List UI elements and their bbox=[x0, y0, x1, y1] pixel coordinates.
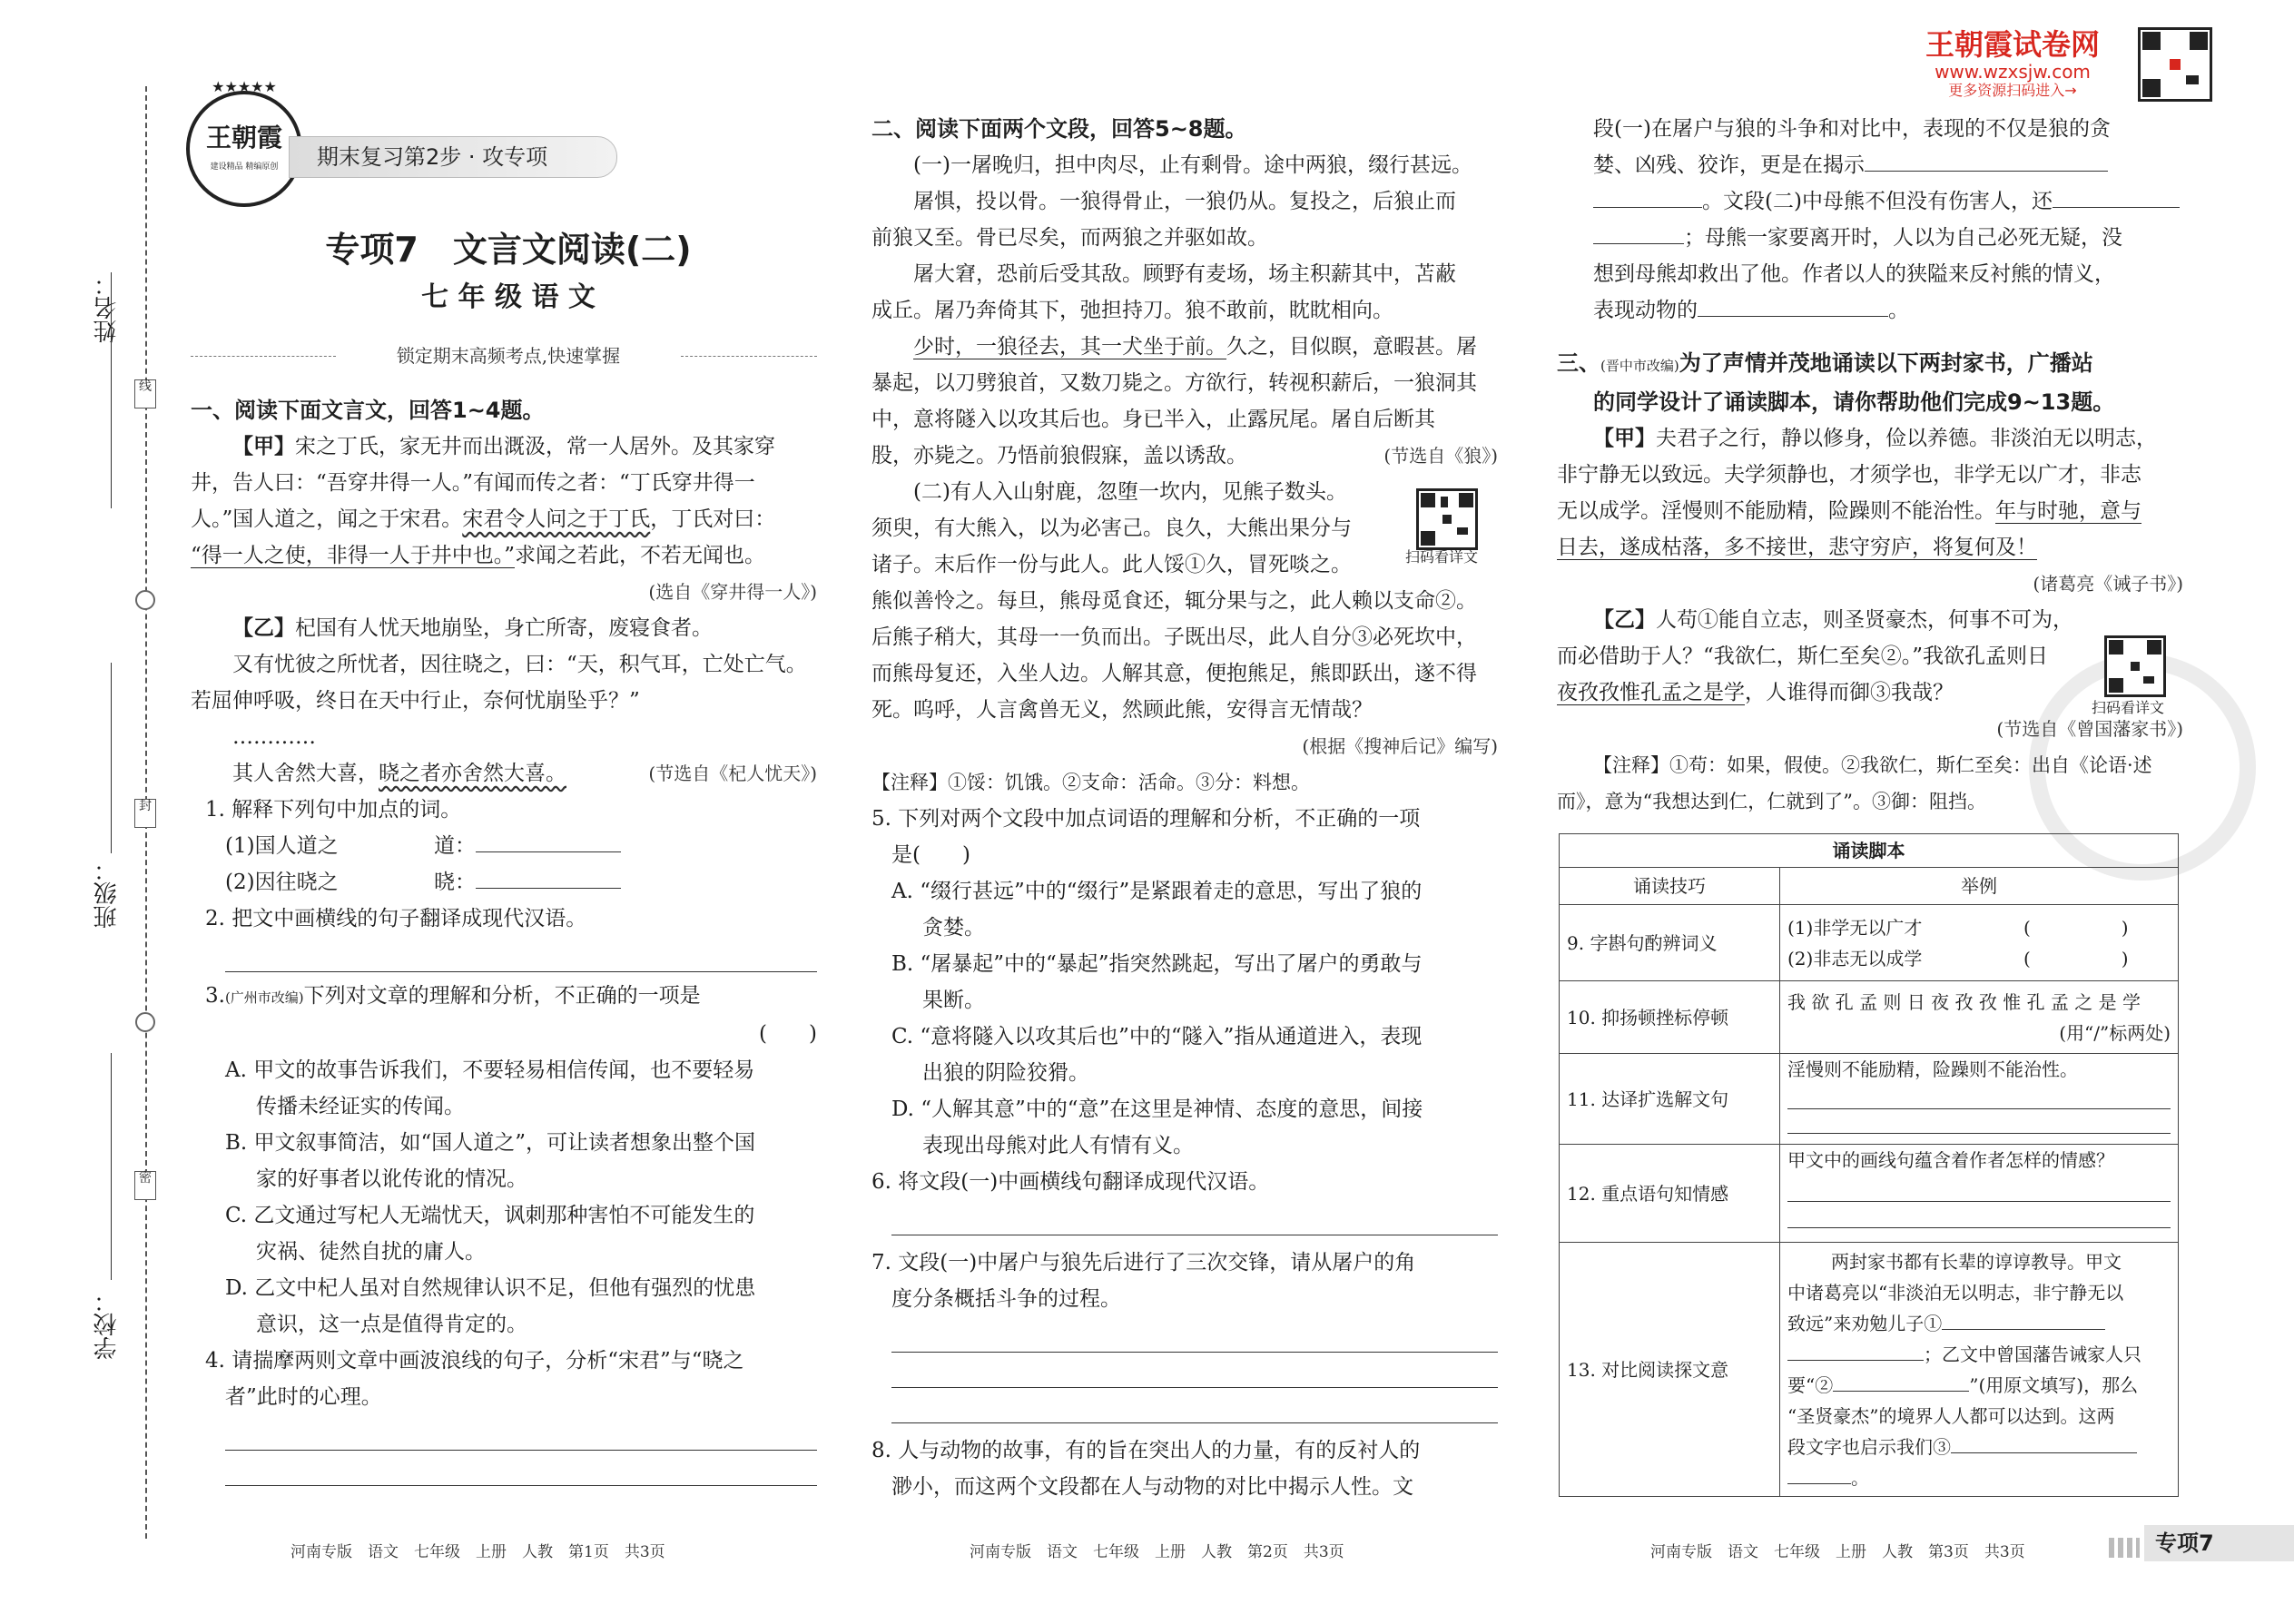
q7-answer-line-3[interactable] bbox=[891, 1388, 1498, 1423]
q3-option-c[interactable] bbox=[225, 1197, 817, 1270]
q3-option-c-line1: C. 乙文通过写杞人无端忧天，讽刺那种害怕不可能发生的 bbox=[225, 1204, 755, 1227]
q5-option-b-line1: B. “屠暴起”中的“暴起”指突然跳起，写出了屠户的勇敢与 bbox=[891, 952, 1423, 976]
row12-answer-line-1[interactable] bbox=[1787, 1176, 2171, 1202]
row13-blank-1[interactable] bbox=[1942, 1309, 2105, 1330]
yi-line-1: 杞国有人忧天地崩坠，身亡所寄，废寝食者。 bbox=[295, 616, 713, 640]
sec3-note-line1: 【注释】①苟：如果，假使。②我欲仁，斯仁至矣：出自《论语·述 bbox=[1593, 754, 2152, 776]
row13-blank-1-cont[interactable] bbox=[1787, 1340, 1924, 1361]
sec3-number: 三、 bbox=[1557, 350, 1600, 376]
sec2-heading: 二、阅读下面两个文段，回答5~8题。 bbox=[871, 116, 1247, 142]
q8-cont-line3: 段(一)在屠户与狼的斗争和对比中，表现的不仅是狼的贪 bbox=[1593, 117, 2111, 141]
school-field bbox=[89, 1289, 125, 1360]
q8-text-line2: 渺小，而这两个文段都在人与动物的对比中揭示人性。文 bbox=[891, 1475, 1413, 1499]
table-row bbox=[1560, 905, 2179, 981]
page-title: 专项7 文言文阅读(二) bbox=[325, 230, 692, 270]
q5-option-a-line1: A. “缀行甚远”中的“缀行”是紧跟着走的意思，写出了狼的 bbox=[891, 880, 1423, 903]
q3-option-b-line2: 家的好事者以讹传讹的情况。 bbox=[256, 1167, 527, 1191]
logo-stars-icon: ★★★★★ bbox=[212, 78, 277, 95]
q3-text: 下列对文章的理解和分析，不正确的一项是 bbox=[303, 984, 701, 1008]
q2-text: 2. 把文中画横线的句子翻译成现代汉语。 bbox=[205, 907, 587, 930]
sec3-yi-underlined: 夜孜孜惟孔孟之是学 bbox=[1557, 681, 1745, 704]
jia-line-3c: ，丁氏对曰： bbox=[650, 507, 776, 531]
brand-corner-name: 王朝霞试卷网 bbox=[1925, 27, 2100, 62]
sec3-source: (晋中市改编) bbox=[1600, 358, 1679, 374]
yi-ellipsis: ………… bbox=[232, 725, 316, 749]
table-header-technique: 诵读技巧 bbox=[1560, 868, 1780, 905]
notes-2: 【注释】①馁：饥饿。②支命：活命。③分：料想。 bbox=[871, 772, 1310, 793]
sec1-heading: 一、阅读下面文言文，回答1~4题。 bbox=[191, 398, 545, 423]
q5-text-line1: 5. 下列对两个文段中加点词语的理解和分析，不正确的一项 bbox=[871, 807, 1421, 831]
row11-answer-line-2[interactable] bbox=[1787, 1109, 2171, 1134]
q8-blank-3[interactable] bbox=[1698, 292, 1888, 317]
q3-option-b[interactable] bbox=[225, 1125, 817, 1197]
q3-source: (广州市改编) bbox=[224, 989, 304, 1006]
q1-2-answer-blank[interactable] bbox=[476, 864, 621, 889]
footer-page-1: 河南专版 语文 七年级 上册 人教 第1页 共3页 bbox=[290, 1543, 665, 1561]
yi-line-4a: 其人舍然大喜， bbox=[232, 762, 379, 785]
q3-option-d-line2: 意识，这一点是值得肯定的。 bbox=[256, 1313, 527, 1336]
q8-blank-1-cont[interactable] bbox=[1593, 183, 1702, 208]
table-row bbox=[1560, 1145, 2179, 1243]
p2-line-2: 须臾，有大熊入，以为必害己。良久，大熊出果分与 bbox=[871, 517, 1352, 540]
seal-mark-mid bbox=[134, 799, 156, 828]
q3-option-c-line2: 灾祸、徒然自扰的庸人。 bbox=[256, 1240, 486, 1264]
jia-underlined-sentence: “得一人之使，非得一人于井中也。” bbox=[191, 544, 516, 567]
q3-option-a-line1: A. 甲文的故事告诉我们，不要轻易相信传闻，也不要轻易 bbox=[225, 1058, 755, 1082]
q3-option-d[interactable] bbox=[225, 1270, 817, 1343]
p2-line-7: 死。呜呼，人言禽兽无义，然顾此熊，安得言无情哉？ bbox=[871, 698, 1373, 722]
p2-line-4: 熊似善怜之。每旦，熊母觅食还，辄分果与之，此人赖以支命②。 bbox=[871, 589, 1477, 613]
binding-hole-icon bbox=[135, 1012, 155, 1032]
column-1 bbox=[191, 392, 817, 1486]
tagline-right-rule bbox=[681, 356, 817, 357]
p1-line-6b: 久之，目似瞑，意暇甚。屠 bbox=[1226, 335, 1477, 359]
row13-technique: 13. 对比阅读探文意 bbox=[1560, 1243, 1780, 1497]
sec3-heading-line2: 的同学设计了诵读脚本，请你帮助他们完成9~13题。 bbox=[1593, 389, 2115, 415]
class-field bbox=[89, 858, 125, 929]
row9-answer-a[interactable]: ( ) bbox=[2023, 916, 2129, 939]
q1-2-text: (2)因往晓之 bbox=[225, 871, 339, 894]
row13-line1: 两封家书都有长辈的谆谆教导。甲文 bbox=[1831, 1250, 2122, 1273]
q7-answer-line-2[interactable] bbox=[891, 1353, 1498, 1388]
tagline-left-rule bbox=[191, 356, 336, 357]
row9-item-a: (1)非学无以广才 bbox=[1787, 916, 1923, 939]
row10-sentence[interactable]: 我 欲 孔 孟 则 日 夜 孜 孜 惟 孔 孟 之 是 学 bbox=[1787, 990, 2141, 1013]
row13-line5b: ”(用原文填写)，那么 bbox=[1969, 1373, 2139, 1396]
footer-page-3: 河南专版 语文 七年级 上册 人教 第3页 共3页 bbox=[1650, 1543, 2025, 1561]
q8-line8-end: 。 bbox=[1888, 299, 1909, 322]
q8-blank-1[interactable] bbox=[1865, 147, 2108, 172]
jia-line-1: 宋之丁氏，家无井而出溉汲，常一人居外。及其家穿 bbox=[295, 435, 775, 458]
q7-text-line2: 度分条概括斗争的过程。 bbox=[891, 1287, 1121, 1311]
q1-2-word: 晓： bbox=[434, 871, 476, 894]
binding-hole-icon bbox=[135, 590, 155, 610]
sec3-yi-tag: 【乙】 bbox=[1593, 607, 1656, 632]
q6-answer-line[interactable] bbox=[891, 1200, 1498, 1235]
q8-cont-line5: 。文段(二)中母熊不但没有伤害人，还 bbox=[1702, 190, 2053, 213]
recitation-script-table bbox=[1559, 833, 2179, 1497]
row10-instruction: (用“/”标两处) bbox=[2059, 1021, 2171, 1044]
row13-blank-3-cont[interactable] bbox=[1787, 1463, 1851, 1484]
yi-line-3: 若屈伸呼吸，终日在天中行止，奈何忧崩坠乎？” bbox=[191, 689, 640, 713]
table-caption: 诵读脚本 bbox=[1560, 834, 2179, 868]
logo-text: 王朝霞 bbox=[205, 123, 282, 153]
p2-source: (根据《搜神后记》编写) bbox=[1302, 735, 1498, 757]
yi-wavy-sentence: 晓之者亦舍然大喜。 bbox=[379, 762, 566, 785]
table-row bbox=[1560, 1243, 2179, 1497]
row10-technique: 10. 抑扬顿挫标停顿 bbox=[1560, 981, 1780, 1054]
row13-line5a: 要“② bbox=[1787, 1373, 1834, 1396]
school-label: 学校： bbox=[94, 1289, 121, 1360]
footer-decor-icon bbox=[2109, 1538, 2140, 1558]
qr-code-label: 扫码看详文 bbox=[1405, 548, 1479, 566]
name-label: 姓名： bbox=[94, 272, 121, 343]
q8-blank-2[interactable] bbox=[2053, 183, 2180, 208]
q7-text-line1: 7. 文段(一)中屠户与狼先后进行了三次交锋，请从屠户的角 bbox=[871, 1251, 1416, 1275]
q5-option-c-line2: 出狼的阴险狡猾。 bbox=[922, 1061, 1089, 1085]
q1-1-answer-blank[interactable] bbox=[476, 828, 621, 852]
seal-mark-top-text: 线 bbox=[139, 379, 152, 394]
row13-line6: “圣贤豪杰”的境界人人都可以达到。这两 bbox=[1787, 1404, 2115, 1427]
sec3-jia-line1: 夫君子之行，静以修身，俭以养德。非淡泊无以明志， bbox=[1656, 427, 2157, 450]
sec3-heading-line1: 为了声情并茂地诵读以下两封家书，广播站 bbox=[1679, 350, 2093, 376]
seal-mark-bottom-text: 密 bbox=[139, 1171, 152, 1186]
p1-line-2: 屠惧，投以骨。一狼得骨止，一狼仍从。复投之，后狼止而 bbox=[913, 190, 1456, 213]
p2-line-6: 而熊母复还，入坐人边。人解其意，便抱熊足，熊即跃出，遂不得 bbox=[871, 662, 1477, 685]
p1-source: (节选自《狼》) bbox=[1383, 445, 1498, 467]
q6-text: 6. 将文段(一)中画横线句翻译成现代汉语。 bbox=[871, 1170, 1270, 1194]
jia-line-2: 井，告人曰：“吾穿井得一人。”有闻而传之者：“丁氏穿井得一 bbox=[191, 471, 755, 495]
class-label: 班级： bbox=[94, 858, 121, 929]
sec3-jia-line2: 非宁静无以致远。夫学须静也，才须学也，非学无以广才，非志 bbox=[1557, 463, 2141, 487]
sec3-yi-source: (节选自《曾国藩家书》) bbox=[1996, 718, 2183, 740]
sec3-yi-line1: 人苟①能自立志，则圣贤豪杰，何事不可为， bbox=[1656, 608, 2073, 632]
seal-mark-bottom bbox=[134, 1171, 156, 1200]
p1-underlined-sentence: 少时，一狼径去，其一犬坐于前。 bbox=[913, 335, 1226, 359]
q2-answer-line[interactable] bbox=[225, 937, 817, 972]
row11-technique: 11. 达译扩选解文句 bbox=[1560, 1054, 1780, 1145]
brand-corner bbox=[1899, 27, 2126, 100]
q5-option-d-line1: D. “人解其意”中的“意”在这里是神情、态度的意思，间接 bbox=[891, 1097, 1423, 1121]
sec3-note-line2: 而》，意为“我想达到仁，仁就到了”。③御：阻挡。 bbox=[1557, 791, 1986, 812]
p1-line-9: 股，亦毙之。乃悟前狼假寐，盖以诱敌。 bbox=[871, 444, 1247, 468]
row13-line8: 。 bbox=[1851, 1466, 1869, 1489]
row12-question: 甲文中的画线句蕴含着作者怎样的情感？ bbox=[1787, 1149, 2114, 1171]
q4-answer-line-2[interactable] bbox=[225, 1451, 817, 1486]
seal-mark-mid-text: 封 bbox=[139, 799, 152, 813]
brand-qr-code-icon[interactable] bbox=[2138, 27, 2212, 102]
section-banner bbox=[289, 136, 617, 178]
jia-wavy-sentence: 宋君令人问之于丁氏 bbox=[462, 507, 651, 531]
banner-text: 期末复习第2步 · 攻专项 bbox=[317, 144, 548, 170]
p1-line-4: 屠大窘，恐前后受其敌。顾野有麦场，场主积薪其中，苫蔽 bbox=[913, 262, 1456, 286]
q3-option-a[interactable] bbox=[225, 1052, 817, 1125]
row13-line4: ；乙文中曾国藩告诫家人只 bbox=[1924, 1343, 2141, 1365]
sec3-jia-line3a: 无以成学。淫慢则不能励精，险躁则不能治性。 bbox=[1557, 499, 1995, 523]
row11-sentence: 淫慢则不能励精，险躁则不能治性。 bbox=[1787, 1058, 2078, 1080]
table-row bbox=[1560, 1054, 2179, 1145]
q3-option-b-line1: B. 甲文叙事简洁，如“国人道之”，可让读者想象出整个国 bbox=[225, 1131, 756, 1155]
p2-line-5: 后熊子稍大，其母一一负而出。子既出尽，此人自分③必死坎中， bbox=[871, 625, 1477, 649]
q4-text-line2: 者”此时的心理。 bbox=[225, 1385, 382, 1409]
row9-answer-b[interactable]: ( ) bbox=[2023, 947, 2129, 969]
row13-blank-3[interactable] bbox=[1951, 1432, 2137, 1453]
yi-source: (节选自《杞人忧天》) bbox=[648, 763, 817, 784]
p2-line-1: (二)有人入山射鹿，忽堕一坎内，见熊子数头。 bbox=[913, 480, 1347, 504]
q5-text-line2[interactable]: 是( ) bbox=[891, 843, 970, 867]
q8-cont-line7: 想到母熊却救出了他。作者以人的狭隘来反衬熊的情义， bbox=[1593, 262, 2115, 286]
column-3 bbox=[1557, 111, 2183, 820]
footer-page-2: 河南专版 语文 七年级 上册 人教 第2页 共3页 bbox=[970, 1543, 1344, 1561]
qr-code-label: 扫码看详文 bbox=[2092, 699, 2165, 716]
p1-line-7: 暴起，以刀劈狼首，又数刀毙之。方欲行，转视积薪后，一狼洞其 bbox=[871, 371, 1477, 395]
sec3-yi-line3b: ，人谁得而御③我哉？ bbox=[1745, 681, 1954, 704]
q5-option-c-line1: C. “意将隧入以攻其后也”中的“隧入”指从通道进入，表现 bbox=[891, 1025, 1423, 1048]
name-field bbox=[89, 272, 125, 343]
yi-line-2: 又有忧彼之所忧者，因往晓之，曰：“天，积气耳，亡处亡气。 bbox=[232, 653, 807, 676]
row12-answer-line-2[interactable] bbox=[1787, 1202, 2171, 1228]
sec3-yi-line2: 而必借助于人？“我欲仁，斯仁至矣②。”我欲孔孟则日 bbox=[1557, 645, 2049, 668]
q4-answer-line-1[interactable] bbox=[225, 1415, 817, 1451]
q5-option-a[interactable] bbox=[891, 873, 1498, 946]
sec3-jia-underlined-end: 日去，遂成枯落，多不接世，悲守穷庐，将复何及！ bbox=[1557, 536, 2037, 559]
q8-cont-line6: ；母熊一家要离开时，人以为自己必死无疑，没 bbox=[1684, 226, 2122, 250]
brand-corner-url: www.wzxsjw.com bbox=[1935, 61, 2091, 83]
q5-option-c[interactable] bbox=[891, 1019, 1498, 1091]
jia-source: (选自《穿井得一人》) bbox=[648, 581, 817, 603]
p1-line-3: 前狼又至。骨已尽矣，而两狼之并驱如故。 bbox=[871, 226, 1268, 250]
p1-line-8: 中，意将隧入以攻其后也。身已半入，止露尻尾。屠自后断其 bbox=[871, 408, 1435, 431]
q3-option-a-line2: 传播未经证实的传闻。 bbox=[256, 1095, 465, 1118]
q8-blank-2-cont[interactable] bbox=[1593, 220, 1684, 244]
table-row bbox=[1560, 981, 2179, 1054]
table-header-example: 举例 bbox=[1780, 868, 2179, 905]
row9-technique: 9. 字斟句酌辨词义 bbox=[1560, 905, 1780, 981]
p1-line-1: (一)一屠晚归，担中肉尽，止有剩骨。途中两狼，缀行甚远。 bbox=[913, 153, 1472, 177]
jia-tag: 【甲】 bbox=[232, 434, 295, 458]
row13-line2: 中诸葛亮以“非淡泊无以明志，非宁静无以 bbox=[1787, 1281, 2124, 1304]
q3-option-d-line1: D. 乙文中杞人虽对自然规律认识不足，但他有强烈的忧患 bbox=[225, 1276, 756, 1300]
class-blank bbox=[111, 663, 112, 853]
brand-logo bbox=[186, 78, 302, 207]
jia-line-3a: 人。”国人道之，闻之于宋君。 bbox=[191, 507, 463, 531]
section-tab: 专项7 bbox=[2144, 1525, 2294, 1561]
sec3-jia-source: (诸葛亮《诫子书》) bbox=[2033, 573, 2183, 595]
jia-line-4b: 求闻之若此，不若无闻也。 bbox=[515, 544, 766, 567]
q3-number: 3. bbox=[205, 984, 225, 1008]
sec3-jia-tag: 【甲】 bbox=[1593, 426, 1656, 450]
row11-answer-line-1[interactable] bbox=[1787, 1085, 2171, 1109]
sec3-jia-underlined-start: 年与时驰，意与 bbox=[1995, 499, 2141, 523]
page-subtitle: 七 年 级 语 文 bbox=[421, 281, 596, 313]
column-2 bbox=[871, 111, 1498, 1505]
row13-blank-2[interactable] bbox=[1833, 1371, 1969, 1392]
qr-code-icon[interactable] bbox=[2104, 635, 2166, 697]
q1-text: 1. 解释下列句中加点的词。 bbox=[205, 798, 462, 822]
p2-line-3: 诸子。末后作一份与此人。此人馁①久，冒死啖之。 bbox=[871, 553, 1352, 576]
q1-1-text: (1)国人道之 bbox=[225, 834, 339, 858]
tagline: 锁定期末高频考点,快速掌握 bbox=[396, 345, 621, 367]
row12-technique: 12. 重点语句知情感 bbox=[1560, 1145, 1780, 1243]
q7-answer-line-1[interactable] bbox=[891, 1317, 1498, 1353]
row13-line3: 致远”来劝勉儿子① bbox=[1787, 1312, 1943, 1334]
q5-option-b[interactable] bbox=[891, 946, 1498, 1019]
qr-code-icon[interactable] bbox=[1416, 488, 1478, 550]
q5-option-b-line2: 果断。 bbox=[922, 989, 985, 1012]
q4-text-line1: 4. 请揣摩两则文章中画波浪线的句子，分析“宋君”与“晓之 bbox=[205, 1349, 744, 1373]
school-blank bbox=[111, 1053, 112, 1280]
q8-cont-line4: 婪、凶残、狡诈，更是在揭示 bbox=[1593, 153, 1865, 177]
seal-mark-top bbox=[134, 379, 156, 408]
q5-option-a-line2: 贪婪。 bbox=[922, 916, 985, 940]
jia-text bbox=[191, 428, 817, 792]
q1-1-word: 道： bbox=[434, 834, 476, 858]
logo-motto: 建设精品 精编原创 bbox=[210, 162, 279, 172]
q3-answer-paren[interactable]: ( ) bbox=[759, 1022, 817, 1046]
q8-cont-line8: 表现动物的 bbox=[1593, 299, 1698, 322]
q5-option-d-line2: 表现出母熊对此人有情有义。 bbox=[922, 1134, 1194, 1157]
row13-line7: 段文字也启示我们③ bbox=[1787, 1435, 1951, 1458]
q5-option-d[interactable] bbox=[891, 1091, 1498, 1164]
p1-line-5: 成丘。屠乃奔倚其下，弛担持刀。狼不敢前，眈眈相向。 bbox=[871, 299, 1393, 322]
q8-text-line1: 8. 人与动物的故事，有的旨在突出人的力量，有的反衬人的 bbox=[871, 1439, 1421, 1462]
yi-tag: 【乙】 bbox=[232, 615, 295, 640]
brand-corner-slogan: 更多资源扫码进入→ bbox=[1948, 82, 2077, 99]
row9-item-b: (2)非志无以成学 bbox=[1787, 947, 1923, 969]
name-blank bbox=[111, 272, 112, 508]
